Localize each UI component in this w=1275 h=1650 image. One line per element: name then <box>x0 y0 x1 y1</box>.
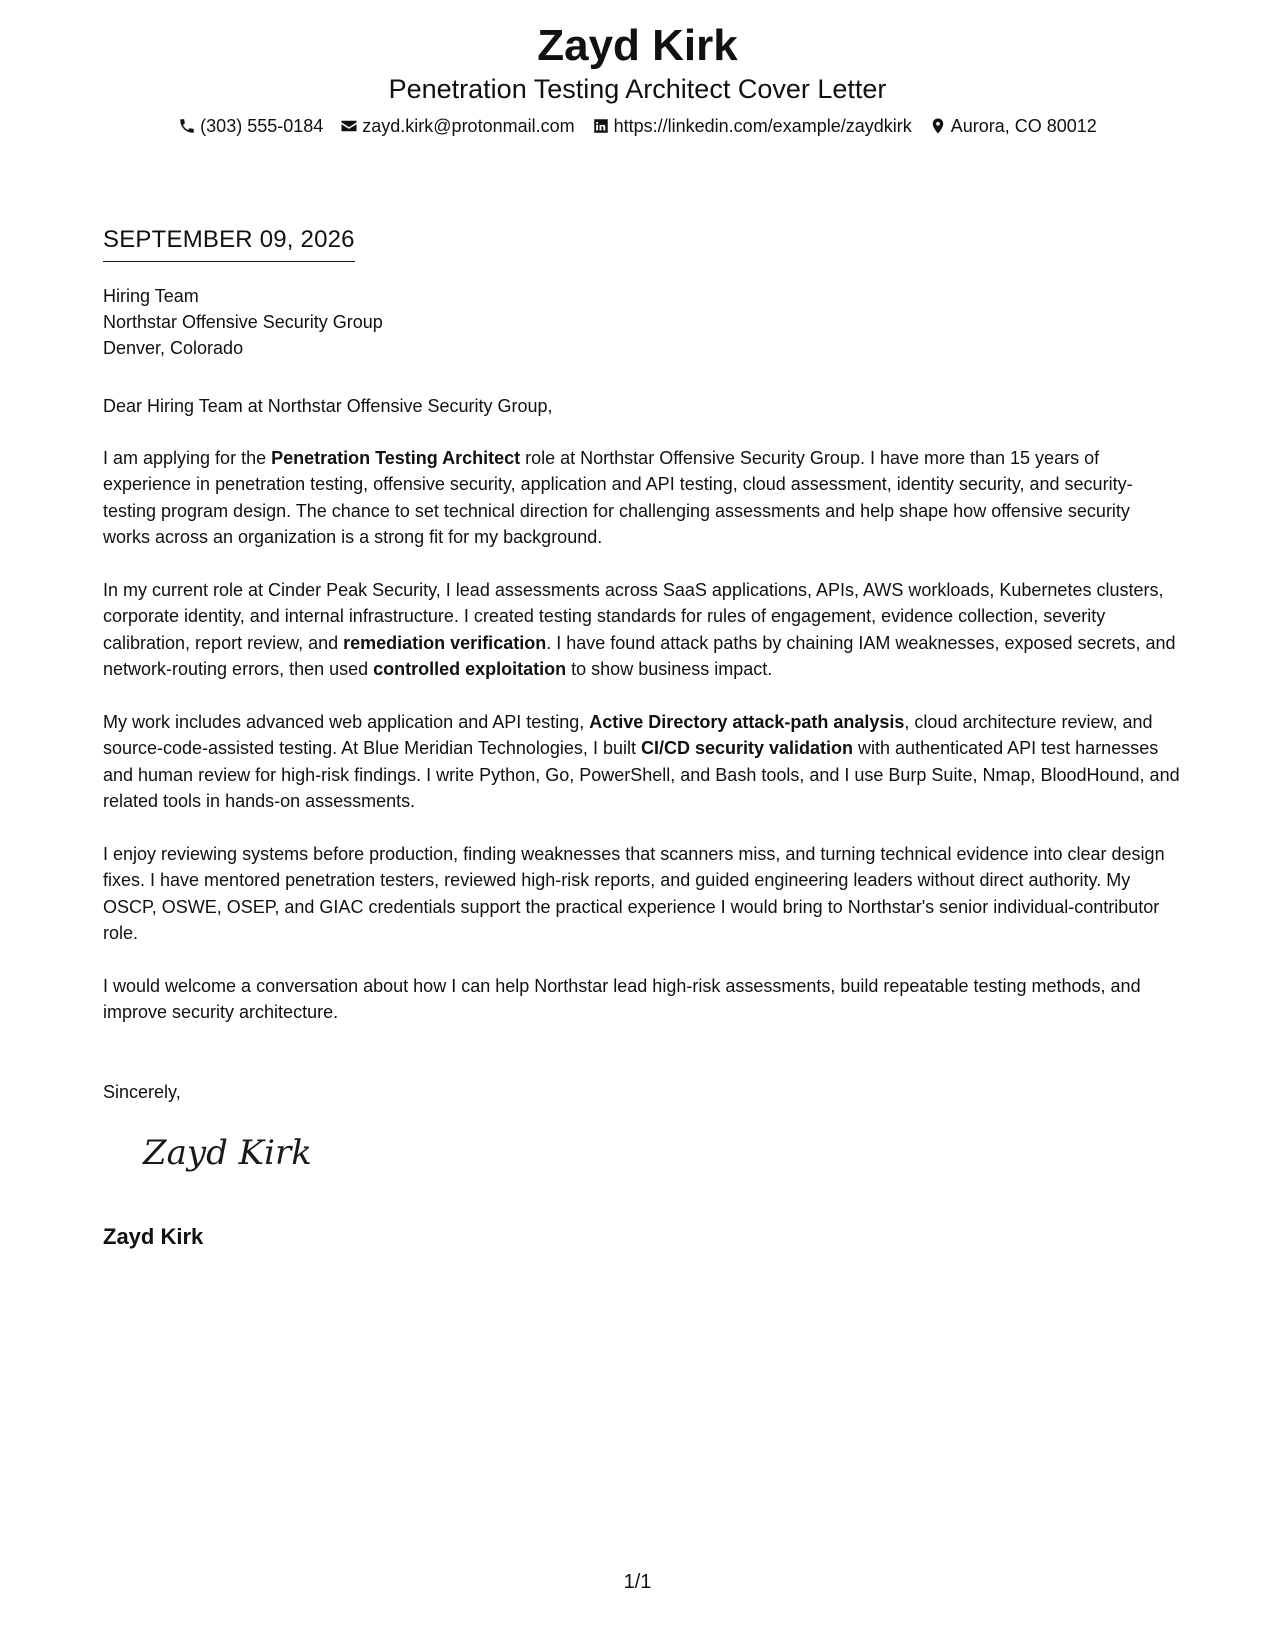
envelope-icon <box>340 117 358 135</box>
applicant-name: Zayd Kirk <box>537 21 738 70</box>
signature-glyphs: Zayd Kirk <box>143 1133 312 1173</box>
recipient-line: Hiring Team <box>103 286 199 306</box>
bold-phrase: remediation verification <box>343 632 547 653</box>
text-run: In my current role at Cinder Peak Security, I lead assessments across SaaS applications, APIs, AWS workloads, Kubernetes clusters, corporate identity, and internal infrastructure. I created testing standards for rules of engagement, evidence collection, severity calibration, report review, and <box>103 580 1164 653</box>
signed-name: Zayd Kirk <box>103 1224 204 1249</box>
text-run: My work includes advanced web application and API testing, <box>103 712 590 732</box>
location-text: Aurora, CO 80012 <box>950 116 1097 136</box>
bold-phrase: controlled exploitation <box>373 658 567 679</box>
bold-phrase: Active Directory attack-path analysis <box>589 712 905 732</box>
contact-bar <box>0 114 1275 138</box>
text-run: , cloud architecture review, and source-code-assisted testing. At Blue Meridian Technologies, I built <box>103 712 1153 759</box>
text-run: I enjoy reviewing systems before production, finding weaknesses that scanners miss, and turning technical evidence into clear design fixes. I have mentored penetration testers, reviewed high-risk reports, and guided engineering leaders without direct authority. My OSCP, OSWE, OSEP, and GIAC credentials support the practical experience I would bring to Northstar's senior individual-contributor role. <box>103 844 1165 943</box>
letter-header <box>0 18 1275 138</box>
body-paragraph <box>103 973 1181 1026</box>
contact-location <box>929 114 1097 138</box>
text-run: with authenticated API test harnesses and human review for high-risk findings. I write Python, Go, PowerShell, and Bash tools, and I use Burp Suite, Nmap, BloodHound, and related tools in hands-on assessments. <box>103 738 1180 811</box>
linkedin-icon <box>592 117 610 135</box>
recipient-line: Northstar Offensive Security Group <box>103 312 383 332</box>
text-run: I would welcome a conversation about how I can help Northstar lead high-risk assessments, build repeatable testing methods, and improve security architecture. <box>103 976 1141 1023</box>
phone-icon <box>178 117 196 135</box>
recipient-line: Denver, Colorado <box>103 338 244 358</box>
body-paragraph <box>103 445 1181 550</box>
text-run: to show business impact. <box>566 658 773 679</box>
signature-image <box>141 1128 316 1178</box>
linkedin-text[interactable]: https://linkedin.com/example/zaydkirk <box>613 116 912 136</box>
body-paragraph <box>103 709 1181 814</box>
bold-phrase: CI/CD security validation <box>640 738 854 759</box>
map-pin-icon <box>929 117 947 135</box>
closing-line: Sincerely, <box>103 1082 181 1102</box>
recipient-block <box>103 283 1181 361</box>
text-run: I am applying for the <box>103 448 272 468</box>
salutation: Dear Hiring Team at Northstar Offensive Security Group, <box>103 396 553 416</box>
letter-subtitle: Penetration Testing Architect Cover Letter <box>388 74 887 104</box>
bold-phrase: Penetration Testing Architect <box>271 448 521 468</box>
email-text[interactable]: zayd.kirk@protonmail.com <box>362 116 575 136</box>
body-paragraph <box>103 841 1181 946</box>
handwritten-signature <box>141 1128 316 1178</box>
phone-text: (303) 555-0184 <box>200 116 324 136</box>
contact-linkedin[interactable] <box>592 114 912 138</box>
text-run: role at Northstar Offensive Security Group. I have more than 15 years of experience in penetration testing, offensive security, application and API testing, cloud assessment, identity security, and security-testing program design. The chance to set technical direction for challenging assessments and help shape how offensive security works across an organization is a strong fit for my background. <box>103 448 1133 547</box>
letter-date: SEPTEMBER 09, 2026 <box>103 224 355 262</box>
text-run: . I have found attack paths by chaining IAM weaknesses, exposed secrets, and network-routing errors, then used <box>103 632 1176 679</box>
contact-email[interactable] <box>340 114 574 138</box>
body-paragraph <box>103 577 1181 682</box>
contact-phone <box>178 114 323 138</box>
page-number: 1/1 <box>623 1571 652 1593</box>
